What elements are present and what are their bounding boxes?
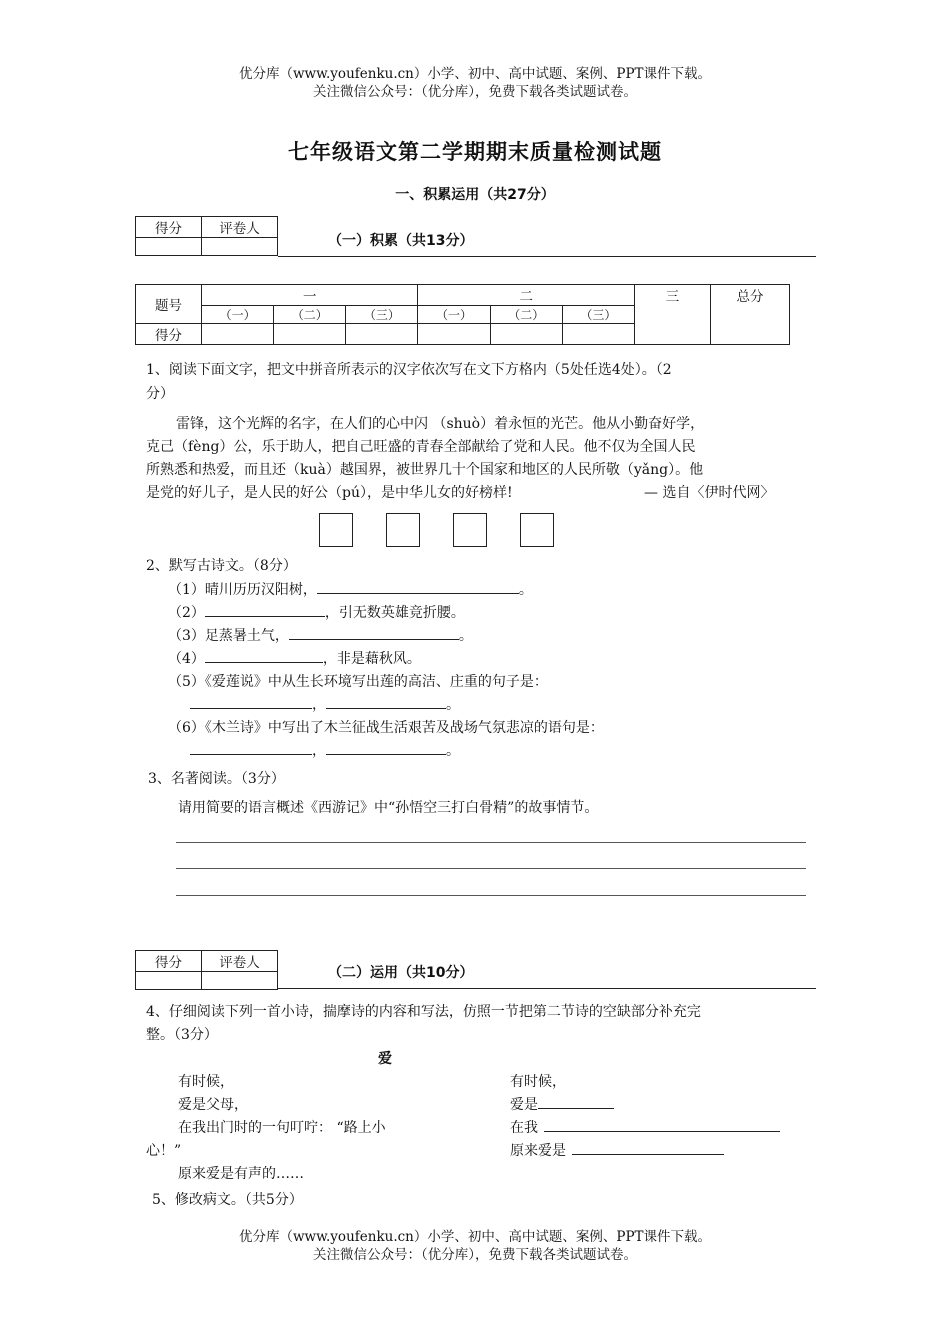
- q1-prompt: 1、阅读下面文字，把文中拼音所表示的汉字依次写在文下方格内（5处任选4处）。（2: [146, 362, 672, 378]
- grader-label: 评卷人: [202, 951, 278, 972]
- answer-line[interactable]: [176, 895, 806, 896]
- answer-line[interactable]: [176, 868, 806, 869]
- answer-box[interactable]: [520, 513, 554, 547]
- q1-text-line: 雷锋，这个光辉的名字，在人们的心中闪 （shuò）着永恒的光芒。他从小勤奋好学，: [176, 416, 705, 432]
- poem-right-text: 在我: [510, 1120, 538, 1136]
- score-cell[interactable]: [274, 324, 346, 345]
- q3-prompt: 3、名著阅读。（3分）: [148, 771, 285, 787]
- poem-right-line: [510, 1140, 724, 1162]
- q2-item-text: （4）: [168, 651, 205, 667]
- q2-item-5: （5）《爱莲说》中从生长环境写出莲的高洁、庄重的句子是：: [168, 674, 548, 690]
- q2-item-text: ，非是藉秋风。: [322, 651, 421, 667]
- sub-header: （二）: [274, 306, 346, 324]
- divider: [278, 988, 816, 989]
- group-3-header: 三: [635, 285, 711, 345]
- q2-item-text: （2）: [168, 605, 205, 621]
- poem-left-line: 爱是父母，: [178, 1097, 248, 1113]
- total-header: 总分: [711, 285, 790, 345]
- score-table: [135, 284, 790, 345]
- q2-item-text: ，引无数英雄竞折腰。: [324, 605, 465, 621]
- poem-right-text: 爱是: [510, 1097, 538, 1113]
- scorer-box: [135, 216, 278, 256]
- poem-right-line: [510, 1117, 780, 1139]
- q2-item-1: [168, 579, 533, 601]
- defen-label: 得分: [136, 324, 202, 345]
- sub-header: （一）: [418, 306, 490, 324]
- answer-blank[interactable]: [326, 740, 446, 755]
- q1-text-line: 克己（fèng）公，乐于助人，把自己旺盛的青春全部献给了党和人民。他不仅为全国人民: [146, 439, 696, 455]
- answer-blank[interactable]: [538, 1094, 614, 1109]
- answer-box[interactable]: [319, 513, 353, 547]
- score-label: 得分: [136, 951, 202, 972]
- poem-title: 爱: [378, 1051, 392, 1067]
- punct: ，: [312, 697, 326, 713]
- answer-blank[interactable]: [544, 1117, 780, 1132]
- divider: [278, 256, 816, 257]
- score-cell[interactable]: [346, 324, 418, 345]
- poem-left-line: 原来爱是有声的……: [178, 1166, 304, 1182]
- q4-prompt-cont: 整。（3分）: [146, 1027, 218, 1043]
- q2-item-3: [168, 625, 473, 647]
- poem-right-line: 有时候，: [510, 1074, 566, 1090]
- score-cell[interactable]: [562, 324, 634, 345]
- punct: 。: [446, 743, 460, 759]
- page-title: 七年级语文第二学期期末质量检测试题: [288, 140, 662, 164]
- q1-text-line: 所熟悉和热爱，而且还（kuà）越国界，被世界几十个国家和地区的人民所敬（yǎng）。他: [146, 462, 704, 478]
- q2-item-2: [168, 602, 465, 624]
- poem-left-line: 心！”: [146, 1143, 182, 1159]
- answer-blank[interactable]: [326, 694, 446, 709]
- q1-prompt-cont: 分）: [146, 386, 174, 402]
- punct: ，: [312, 743, 326, 759]
- answer-blank[interactable]: [289, 625, 459, 640]
- poem-left-line: 有时候，: [178, 1074, 234, 1090]
- part-1-title: （一）积累（共13分）: [328, 233, 474, 249]
- sub-header: （一）: [202, 306, 274, 324]
- answer-blank[interactable]: [190, 740, 312, 755]
- q2-item-text: （3）足蒸暑土气，: [168, 628, 289, 644]
- answer-blank[interactable]: [205, 648, 323, 663]
- poem-right-line: [510, 1094, 614, 1116]
- punct: 。: [458, 628, 473, 644]
- q1-source: — 选自〈伊时代网〉: [644, 485, 775, 501]
- score-cell[interactable]: [490, 324, 562, 345]
- sub-header: （三）: [562, 306, 634, 324]
- part-2-title: （二）运用（共10分）: [328, 965, 474, 981]
- q2-item-5-answer: [190, 694, 460, 716]
- sub-header: （二）: [490, 306, 562, 324]
- sub-header: （三）: [346, 306, 418, 324]
- punct: 。: [518, 582, 533, 598]
- score-cell[interactable]: [418, 324, 490, 345]
- q2-item-6-answer: [190, 740, 460, 762]
- answer-blank[interactable]: [317, 579, 519, 594]
- q4-prompt: 4、仔细阅读下列一首小诗，揣摩诗的内容和写法，仿照一节把第二节诗的空缺部分补充完: [146, 1004, 701, 1020]
- score-cell[interactable]: [136, 972, 202, 990]
- score-label: 得分: [136, 217, 202, 238]
- group-2-header: 二: [418, 285, 635, 306]
- score-cell[interactable]: [136, 238, 202, 256]
- q2-prompt: 2、默写古诗文。（8分）: [146, 558, 297, 574]
- group-1-header: 一: [202, 285, 418, 306]
- punct: 。: [446, 697, 460, 713]
- score-cell[interactable]: [202, 324, 274, 345]
- q2-item-6: （6）《木兰诗》中写出了木兰征战生活艰苦及战场气氛悲凉的语句是：: [168, 720, 604, 736]
- grader-cell[interactable]: [202, 972, 278, 990]
- q5-prompt: 5、修改病文。（共5分）: [152, 1192, 303, 1208]
- scorer-box: [135, 950, 278, 990]
- tihao-label: 题号: [136, 285, 202, 324]
- answer-blank[interactable]: [572, 1140, 724, 1155]
- section-1-heading: 一、积累运用（共27分）: [395, 187, 555, 203]
- header-line-1: 优分库（www.youfenku.cn）小学、初中、高中试题、案例、PPT课件下载。: [238, 66, 712, 82]
- answer-line[interactable]: [176, 842, 806, 843]
- poem-left-line: 在我出门时的一句叮咛： “路上小: [178, 1120, 386, 1136]
- answer-box[interactable]: [386, 513, 420, 547]
- q2-item-text: （1）晴川历历汉阳树，: [168, 582, 317, 598]
- answer-blank[interactable]: [205, 602, 325, 617]
- answer-box[interactable]: [453, 513, 487, 547]
- header-line-2: 关注微信公众号：（优分库），免费下载各类试题试卷。: [313, 84, 637, 100]
- poem-right-text: 原来爱是: [510, 1143, 566, 1159]
- q3-question: 请用简要的语言概述《西游记》中“孙悟空三打白骨精”的故事情节。: [178, 800, 599, 816]
- footer-line-1: 优分库（www.youfenku.cn）小学、初中、高中试题、案例、PPT课件下载。: [238, 1229, 712, 1245]
- q1-text-line: 是党的好儿子，是人民的好公（pú），是中华儿女的好榜样!: [146, 485, 513, 501]
- footer-line-2: 关注微信公众号：（优分库），免费下载各类试题试卷。: [313, 1247, 637, 1263]
- q2-item-4: [168, 648, 421, 670]
- grader-label: 评卷人: [202, 217, 278, 238]
- grader-cell[interactable]: [202, 238, 278, 256]
- answer-blank[interactable]: [190, 694, 312, 709]
